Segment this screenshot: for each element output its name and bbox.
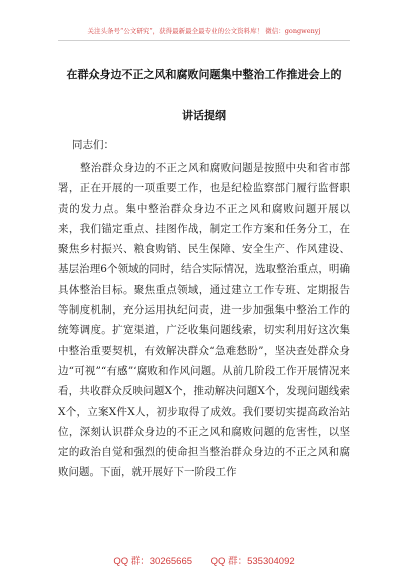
document-title-line-1: 在群众身边不正之风和腐败问题集中整治工作推进会上的: [66, 68, 342, 81]
header-divider: [58, 40, 350, 41]
salutation: 同志们：: [72, 139, 114, 151]
footer-qq-group-2: QQ 群：535304092: [210, 556, 295, 567]
promo-header: 关注头条号“公文研究”，获得最新最全最专业的公文资料库！ 微信：gongwenyj: [87, 27, 321, 35]
body-paragraph: 整治群众身边的不正之风和腐败问题是按照中央和省市部署，正在开展的一项重要工作，也是纪检监察部门履行监督职责的发力点。集中整治群众身边不正之风和腐败问题开展以来，我们锚定重点、挂图作战，制定工作方案和任务分工，在聚焦乡村振兴、粮食购销、民生保障、安全生产、作风建设、基层治理6个领域的同时，结合实际情况，选取整治重点，明确具体整治目标。聚焦重点领域，通过建立工作专班、定期报告等制度机制，充分运用执纪问责，进一步加强集中整治工作的统筹调度。扩宽渠道，广泛收集问题线索，切实利用好这次集中整治重要契机，有效解决群众“急难愁盼”，坚决查处群众身边“可视”“有感”‘腐败和作风问题。从前几阶段工作开展情况来看，共收群众反映问题X个，推动解决问题X个，发现问题线索X个，立案X件X人，初步取得了成效。我们要切实提高政治站位，深刻认识群众身边的不正之风和腐败问题的危害性，以坚定的政治自觉和强烈的使命担当整治群众身边的不正之风和腐败问题。下面，就开展好下一阶段工作: [58, 162, 350, 479]
footer-qq-group-1: QQ 群：30265665: [113, 556, 193, 567]
footer-contacts: [0, 553, 408, 567]
document-title-line-2: 讲话提纲: [182, 109, 226, 122]
